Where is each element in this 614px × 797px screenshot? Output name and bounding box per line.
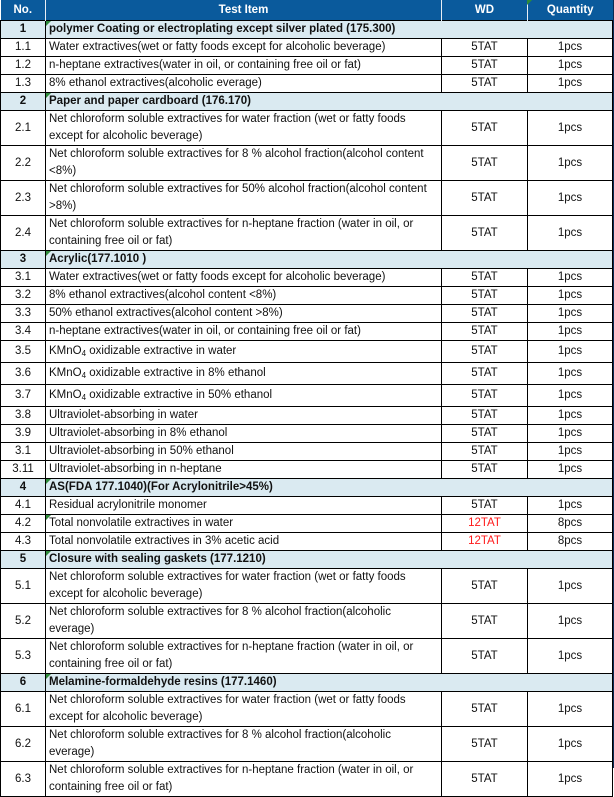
item-quantity[interactable]: 1pcs: [528, 385, 613, 407]
item-wd[interactable]: 5TAT: [442, 604, 528, 639]
item-test-text: Net chloroform soluble extractives for 8 % alcohol fraction(alcohol content <8%): [49, 148, 424, 177]
section-no[interactable]: 3: [1, 251, 46, 269]
table-row: [1, 323, 613, 341]
section-row: [1, 674, 613, 692]
header-wd[interactable]: WD: [442, 0, 528, 21]
item-no[interactable]: 3.11: [1, 461, 46, 479]
comment-marker: [46, 551, 51, 556]
item-quantity[interactable]: 1pcs: [528, 639, 613, 674]
item-test[interactable]: [46, 146, 442, 181]
table-row: [1, 762, 613, 797]
item-no[interactable]: 2.4: [1, 216, 46, 251]
item-test-text: Net chloroform soluble extractives for n-heptane fraction (water in oil, or containing free oil or fat): [49, 641, 414, 670]
item-quantity[interactable]: 1pcs: [528, 407, 613, 425]
table-row: [1, 269, 613, 287]
item-quantity[interactable]: 1pcs: [528, 146, 613, 181]
item-test-text: oxidizable extractive in 50% ethanol: [86, 389, 273, 401]
table-row: [1, 639, 613, 674]
section-no[interactable]: 5: [1, 551, 46, 569]
table-row: [1, 146, 613, 181]
item-test[interactable]: [46, 639, 442, 674]
item-test[interactable]: [46, 461, 442, 479]
section-no[interactable]: 1: [1, 21, 46, 39]
item-test-text: Net chloroform soluble extractives for water fraction (wet or fatty foods except for alcoholic beverage): [49, 113, 406, 142]
item-test[interactable]: [46, 111, 442, 146]
item-test[interactable]: [46, 216, 442, 251]
item-quantity[interactable]: 1pcs: [528, 216, 613, 251]
item-test-text: Net chloroform soluble extractives for 8 % alcohol fraction(alcoholic everage): [49, 729, 391, 758]
comment-marker: [46, 479, 51, 484]
table-row: [1, 533, 613, 551]
item-wd[interactable]: 5TAT: [442, 181, 528, 216]
formula-text: KMnO: [49, 367, 82, 379]
item-no[interactable]: 5.2: [1, 604, 46, 639]
comment-marker: [46, 251, 51, 256]
item-wd[interactable]: 5TAT: [442, 692, 528, 727]
section-title[interactable]: [46, 93, 442, 111]
section-row: [1, 251, 613, 269]
item-wd[interactable]: 5TAT: [442, 639, 528, 674]
formula-subscript: 4: [81, 349, 87, 358]
section-no[interactable]: 2: [1, 93, 46, 111]
item-quantity[interactable]: 1pcs: [528, 341, 613, 363]
item-wd[interactable]: 5TAT: [442, 39, 528, 57]
item-no[interactable]: 3.8: [1, 407, 46, 425]
table-row: [1, 216, 613, 251]
item-test-text: oxidizable extractive in 8% ethanol: [86, 367, 266, 379]
item-wd[interactable]: 5TAT: [442, 287, 528, 305]
item-wd[interactable]: 12TAT: [442, 515, 528, 533]
section-fill[interactable]: [442, 674, 613, 692]
item-test-text: n-heptane extractives(water in oil, or containing free oil or fat): [49, 325, 361, 337]
comment-marker: [527, 0, 532, 5]
item-test[interactable]: [46, 604, 442, 639]
item-quantity[interactable]: 1pcs: [528, 762, 613, 797]
comment-marker: [46, 93, 51, 98]
item-wd[interactable]: 5TAT: [442, 363, 528, 385]
item-wd[interactable]: 5TAT: [442, 727, 528, 762]
table-row: [1, 75, 613, 93]
item-test[interactable]: [46, 269, 442, 287]
item-no[interactable]: 1.1: [1, 39, 46, 57]
item-test-text: Total nonvolatile extractives in 3% acetic acid: [49, 535, 280, 547]
item-test-text: oxidizable extractive in water: [86, 345, 237, 357]
section-no[interactable]: 4: [1, 479, 46, 497]
item-wd[interactable]: 5TAT: [442, 569, 528, 604]
section-title[interactable]: [46, 551, 442, 569]
item-test-text: 8% ethanol extractives(alcohol content <8%): [49, 289, 277, 301]
item-test[interactable]: [46, 569, 442, 604]
item-test-text: Ultraviolet-absorbing in n-heptane: [49, 463, 222, 475]
header-no[interactable]: No.: [1, 0, 46, 21]
section-fill[interactable]: [442, 21, 613, 39]
item-no[interactable]: 5.3: [1, 639, 46, 674]
section-title-text: Paper and paper cardboard (176.170): [49, 95, 251, 107]
item-wd[interactable]: 5TAT: [442, 762, 528, 797]
item-test[interactable]: [46, 363, 442, 385]
item-no[interactable]: 3.1: [1, 443, 46, 461]
item-no[interactable]: 6.1: [1, 692, 46, 727]
table-row: [1, 569, 613, 604]
item-no[interactable]: 3.1: [1, 269, 46, 287]
item-test[interactable]: [46, 323, 442, 341]
section-title-text: AS(FDA 177.1040)(For Acrylonitrile>45%): [49, 481, 273, 493]
item-no[interactable]: 3.5: [1, 341, 46, 363]
item-test-text: Net chloroform soluble extractives for 8 % alcohol fraction(alcoholic everage): [49, 606, 391, 635]
item-wd[interactable]: 12TAT: [442, 533, 528, 551]
section-row: [1, 93, 613, 111]
section-fill[interactable]: [442, 93, 613, 111]
item-quantity[interactable]: 1pcs: [528, 287, 613, 305]
section-title-text: Acrylic(177.1010 ): [49, 253, 147, 265]
comment-marker: [46, 674, 51, 679]
header-row: [1, 0, 613, 21]
item-quantity[interactable]: 1pcs: [528, 692, 613, 727]
item-no[interactable]: 4.3: [1, 533, 46, 551]
table-row: [1, 385, 613, 407]
header-quantity[interactable]: Quantity: [528, 0, 613, 21]
item-no[interactable]: 3.9: [1, 425, 46, 443]
item-quantity[interactable]: 1pcs: [528, 111, 613, 146]
item-test-text: n-heptane extractives(water in oil, or containing free oil or fat): [49, 59, 361, 71]
item-no[interactable]: 3.3: [1, 305, 46, 323]
item-test-text: Ultraviolet-absorbing in 8% ethanol: [49, 427, 228, 439]
item-test-text: Net chloroform soluble extractives for water fraction (wet or fatty foods except for alcoholic beverage): [49, 571, 406, 600]
item-test[interactable]: [46, 407, 442, 425]
section-fill[interactable]: [442, 251, 613, 269]
item-test-text: Net chloroform soluble extractives for water fraction (wet or fatty foods except for alcoholic beverage): [49, 694, 406, 723]
item-no[interactable]: 3.2: [1, 287, 46, 305]
item-no[interactable]: 4.2: [1, 515, 46, 533]
formula-text: KMnO: [49, 389, 82, 401]
item-test-text: Net chloroform soluble extractives for n-heptane fraction (water in oil, or containing free oil or fat): [49, 218, 414, 247]
item-no[interactable]: 2.1: [1, 111, 46, 146]
item-test[interactable]: [46, 443, 442, 461]
table-row: [1, 305, 613, 323]
table-row: [1, 181, 613, 216]
item-wd[interactable]: 5TAT: [442, 341, 528, 363]
table-row: [1, 604, 613, 639]
table-row: [1, 363, 613, 385]
item-test-text: Ultraviolet-absorbing in 50% ethanol: [49, 445, 234, 457]
item-wd[interactable]: 5TAT: [442, 443, 528, 461]
item-wd[interactable]: 5TAT: [442, 146, 528, 181]
table-row: [1, 515, 613, 533]
item-no[interactable]: 2.3: [1, 181, 46, 216]
table-row: [1, 443, 613, 461]
item-test-text: Net chloroform soluble extractives for 50% alcohol fraction(alcohol content >8%): [49, 183, 427, 212]
item-test-text: Residual acrylonitrile monomer: [49, 499, 207, 511]
item-test[interactable]: [46, 57, 442, 75]
item-quantity[interactable]: 8pcs: [528, 515, 613, 533]
item-test[interactable]: [46, 305, 442, 323]
item-no[interactable]: 4.1: [1, 497, 46, 515]
item-test[interactable]: [46, 287, 442, 305]
section-fill[interactable]: [442, 479, 613, 497]
item-test[interactable]: [46, 425, 442, 443]
item-wd[interactable]: 5TAT: [442, 323, 528, 341]
table-row: [1, 692, 613, 727]
item-no[interactable]: 3.6: [1, 363, 46, 385]
table-row: [1, 57, 613, 75]
table-row: [1, 111, 613, 146]
item-test-text: 50% ethanol extractives(alcohol content >8%): [49, 307, 283, 319]
item-quantity[interactable]: 1pcs: [528, 305, 613, 323]
item-quantity[interactable]: 1pcs: [528, 569, 613, 604]
item-test-text: Water extractives(wet or fatty foods except for alcoholic beverage): [49, 41, 386, 53]
item-wd[interactable]: 5TAT: [442, 111, 528, 146]
item-test-text: Net chloroform soluble extractives for n-heptane fraction (water in oil, or containing free oil or fat): [49, 764, 414, 793]
item-wd[interactable]: 5TAT: [442, 57, 528, 75]
table-row: [1, 425, 613, 443]
section-title-text: Closure with sealing gaskets (177.1210): [49, 553, 266, 565]
item-quantity[interactable]: 1pcs: [528, 269, 613, 287]
section-row: [1, 551, 613, 569]
item-test[interactable]: [46, 385, 442, 407]
item-no[interactable]: 1.3: [1, 75, 46, 93]
item-test[interactable]: [46, 497, 442, 515]
item-quantity[interactable]: 1pcs: [528, 181, 613, 216]
item-quantity[interactable]: 1pcs: [528, 323, 613, 341]
table-row: [1, 461, 613, 479]
item-wd[interactable]: 5TAT: [442, 269, 528, 287]
item-wd[interactable]: 5TAT: [442, 461, 528, 479]
item-quantity[interactable]: 1pcs: [528, 497, 613, 515]
item-test-text: 8% ethanol extractives(alcoholic everage): [49, 77, 262, 89]
section-fill[interactable]: [442, 551, 613, 569]
item-test[interactable]: [46, 762, 442, 797]
item-wd[interactable]: 5TAT: [442, 305, 528, 323]
table-row: [1, 287, 613, 305]
item-test-text: Total nonvolatile extractives in water: [49, 517, 234, 529]
item-no[interactable]: 6.3: [1, 762, 46, 797]
item-wd[interactable]: 5TAT: [442, 425, 528, 443]
table-row: [1, 39, 613, 57]
section-title[interactable]: [46, 21, 442, 39]
table-row: [1, 497, 613, 515]
item-quantity[interactable]: 1pcs: [528, 425, 613, 443]
table-row: [1, 727, 613, 762]
comment-marker: [46, 21, 51, 26]
item-test[interactable]: [46, 39, 442, 57]
section-title[interactable]: [46, 251, 442, 269]
item-quantity[interactable]: 1pcs: [528, 363, 613, 385]
item-quantity[interactable]: 1pcs: [528, 461, 613, 479]
item-test[interactable]: [46, 75, 442, 93]
table-row: [1, 407, 613, 425]
item-quantity[interactable]: 1pcs: [528, 57, 613, 75]
header-test-item[interactable]: Test Item: [46, 0, 442, 21]
item-quantity[interactable]: 8pcs: [528, 533, 613, 551]
section-title-text: polymer Coating or electroplating except silver plated (175.300): [49, 23, 396, 35]
item-wd[interactable]: 5TAT: [442, 497, 528, 515]
section-row: [1, 479, 613, 497]
item-test-text: Water extractives(wet or fatty foods except for alcoholic beverage): [49, 271, 386, 283]
item-test[interactable]: [46, 515, 442, 533]
item-quantity[interactable]: 1pcs: [528, 75, 613, 93]
item-quantity[interactable]: 1pcs: [528, 443, 613, 461]
item-test[interactable]: [46, 692, 442, 727]
item-no[interactable]: 6.2: [1, 727, 46, 762]
formula-text: KMnO: [49, 345, 82, 357]
item-quantity[interactable]: 1pcs: [528, 39, 613, 57]
item-no[interactable]: 3.7: [1, 385, 46, 407]
table-row: [1, 341, 613, 363]
section-title[interactable]: [46, 674, 442, 692]
section-title-text: Melamine-formaldehyde resins (177.1460): [49, 676, 277, 688]
formula-subscript: 4: [81, 393, 87, 402]
section-row: [1, 21, 613, 39]
item-no[interactable]: 3.4: [1, 323, 46, 341]
item-test[interactable]: [46, 533, 442, 551]
item-test[interactable]: [46, 341, 442, 363]
item-no[interactable]: 1.2: [1, 57, 46, 75]
item-no[interactable]: 2.2: [1, 146, 46, 181]
item-test[interactable]: [46, 181, 442, 216]
item-quantity[interactable]: 1pcs: [528, 604, 613, 639]
item-wd[interactable]: 5TAT: [442, 75, 528, 93]
formula-subscript: 4: [81, 371, 87, 380]
item-no[interactable]: 5.1: [1, 569, 46, 604]
item-test[interactable]: [46, 727, 442, 762]
section-title[interactable]: [46, 479, 442, 497]
item-test-text: Ultraviolet-absorbing in water: [49, 409, 198, 421]
item-wd[interactable]: 5TAT: [442, 385, 528, 407]
item-wd[interactable]: 5TAT: [442, 407, 528, 425]
comment-marker: [46, 515, 51, 520]
item-wd[interactable]: 5TAT: [442, 216, 528, 251]
section-no[interactable]: 6: [1, 674, 46, 692]
item-quantity[interactable]: 1pcs: [528, 727, 613, 762]
